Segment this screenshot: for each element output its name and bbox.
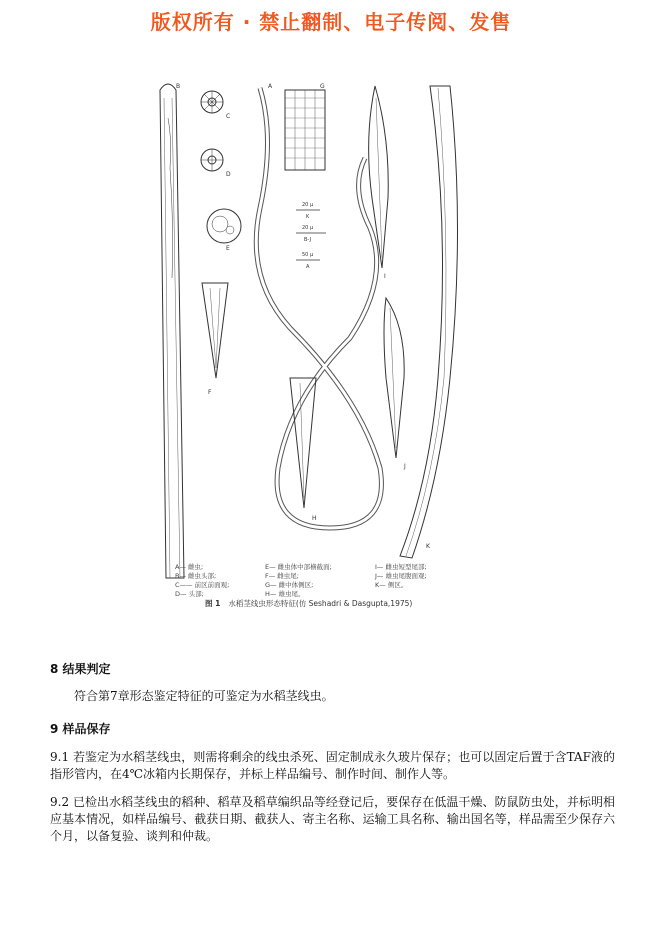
figure-caption <box>205 598 412 609</box>
section-9-1-text: 9.1 若鉴定为水稻茎线虫，则需将剩余的线虫杀死、固定制成永久玻片保存；也可以固定后置于含TAF液的指形管内，在4℃冰箱内长期保存，并标上样品编号、制作时间、制作人等。 <box>50 750 615 781</box>
panel-letter-j: J <box>404 463 406 470</box>
nematode-figure <box>150 78 530 618</box>
scale-label-3: 20 μ <box>302 225 314 231</box>
legend-item: G— 雌中体侧区; <box>265 581 314 589</box>
nematode-illustration <box>150 78 530 618</box>
section-9-2-text: 9.2 已检出水稻茎线虫的稻种、稻草及稻草编织品等经登记后，要保存在低温干燥、防鼠防虫处，并标明相应基本情况，如样品编号、截获日期、截获人、寄主名称、运输工具名称、输出国名等，样品需至少保存六个月，以备复验、谈判和仲裁。 <box>50 795 615 843</box>
caption-number: 图 1 <box>205 599 221 608</box>
copyright-banner: 版权所有 · 禁止翻制、电子传阅、发售 <box>150 10 512 34</box>
legend-item: K— 侧区。 <box>375 581 408 589</box>
scale-label-5: 50 μ <box>302 252 314 258</box>
legend-item: D— 头部; <box>175 590 204 598</box>
female-tail-f <box>202 283 228 378</box>
panel-letter-a: A <box>268 83 273 90</box>
scale-label-2: K <box>306 214 310 220</box>
scale-label-4: B-J <box>304 237 311 243</box>
legend-item: F— 雌虫尾; <box>265 572 299 580</box>
section-9-heading: 9 样品保存 <box>50 722 111 736</box>
legend-item: J— 雄虫尾腹面观; <box>375 572 427 580</box>
legend-item: E— 雌虫体中部横截面; <box>265 563 332 571</box>
lateral-region-k <box>400 86 458 558</box>
panel-letter-g: G <box>320 83 325 90</box>
legend-item: I— 雌虫短型尾部; <box>375 563 427 571</box>
panel-letter-e: E <box>226 245 230 252</box>
legend-item: H— 雄虫尾。 <box>265 590 305 598</box>
panel-letter-b: B <box>176 83 181 90</box>
panel-letter-d: D <box>226 171 231 178</box>
legend-item: A— 雌虫; <box>175 563 204 571</box>
panel-letter-h: H <box>312 515 317 522</box>
scale-label-1: 20 μ <box>302 202 314 208</box>
section-8-text: 符合第7章形态鉴定特征的可鉴定为水稻茎线虫。 <box>74 689 334 703</box>
male-tail-ventral-j <box>384 298 404 458</box>
caption-text: 水稻茎线虫形态特征(仿 Seshadri & Dasgupta,1975) <box>228 599 413 608</box>
legend-item: B— 雌虫头部; <box>175 572 217 580</box>
panel-letter-i: I <box>384 273 386 280</box>
panel-letter-c: C <box>226 113 231 120</box>
anterior-body-drawing <box>160 84 184 578</box>
panel-letter-k: K <box>426 543 430 550</box>
panel-letter-f: F <box>208 389 212 396</box>
section-8-heading: 8 结果判定 <box>50 662 111 676</box>
scale-label-6: A <box>306 264 310 270</box>
legend-item: C—— 前区前面观; <box>175 581 230 589</box>
